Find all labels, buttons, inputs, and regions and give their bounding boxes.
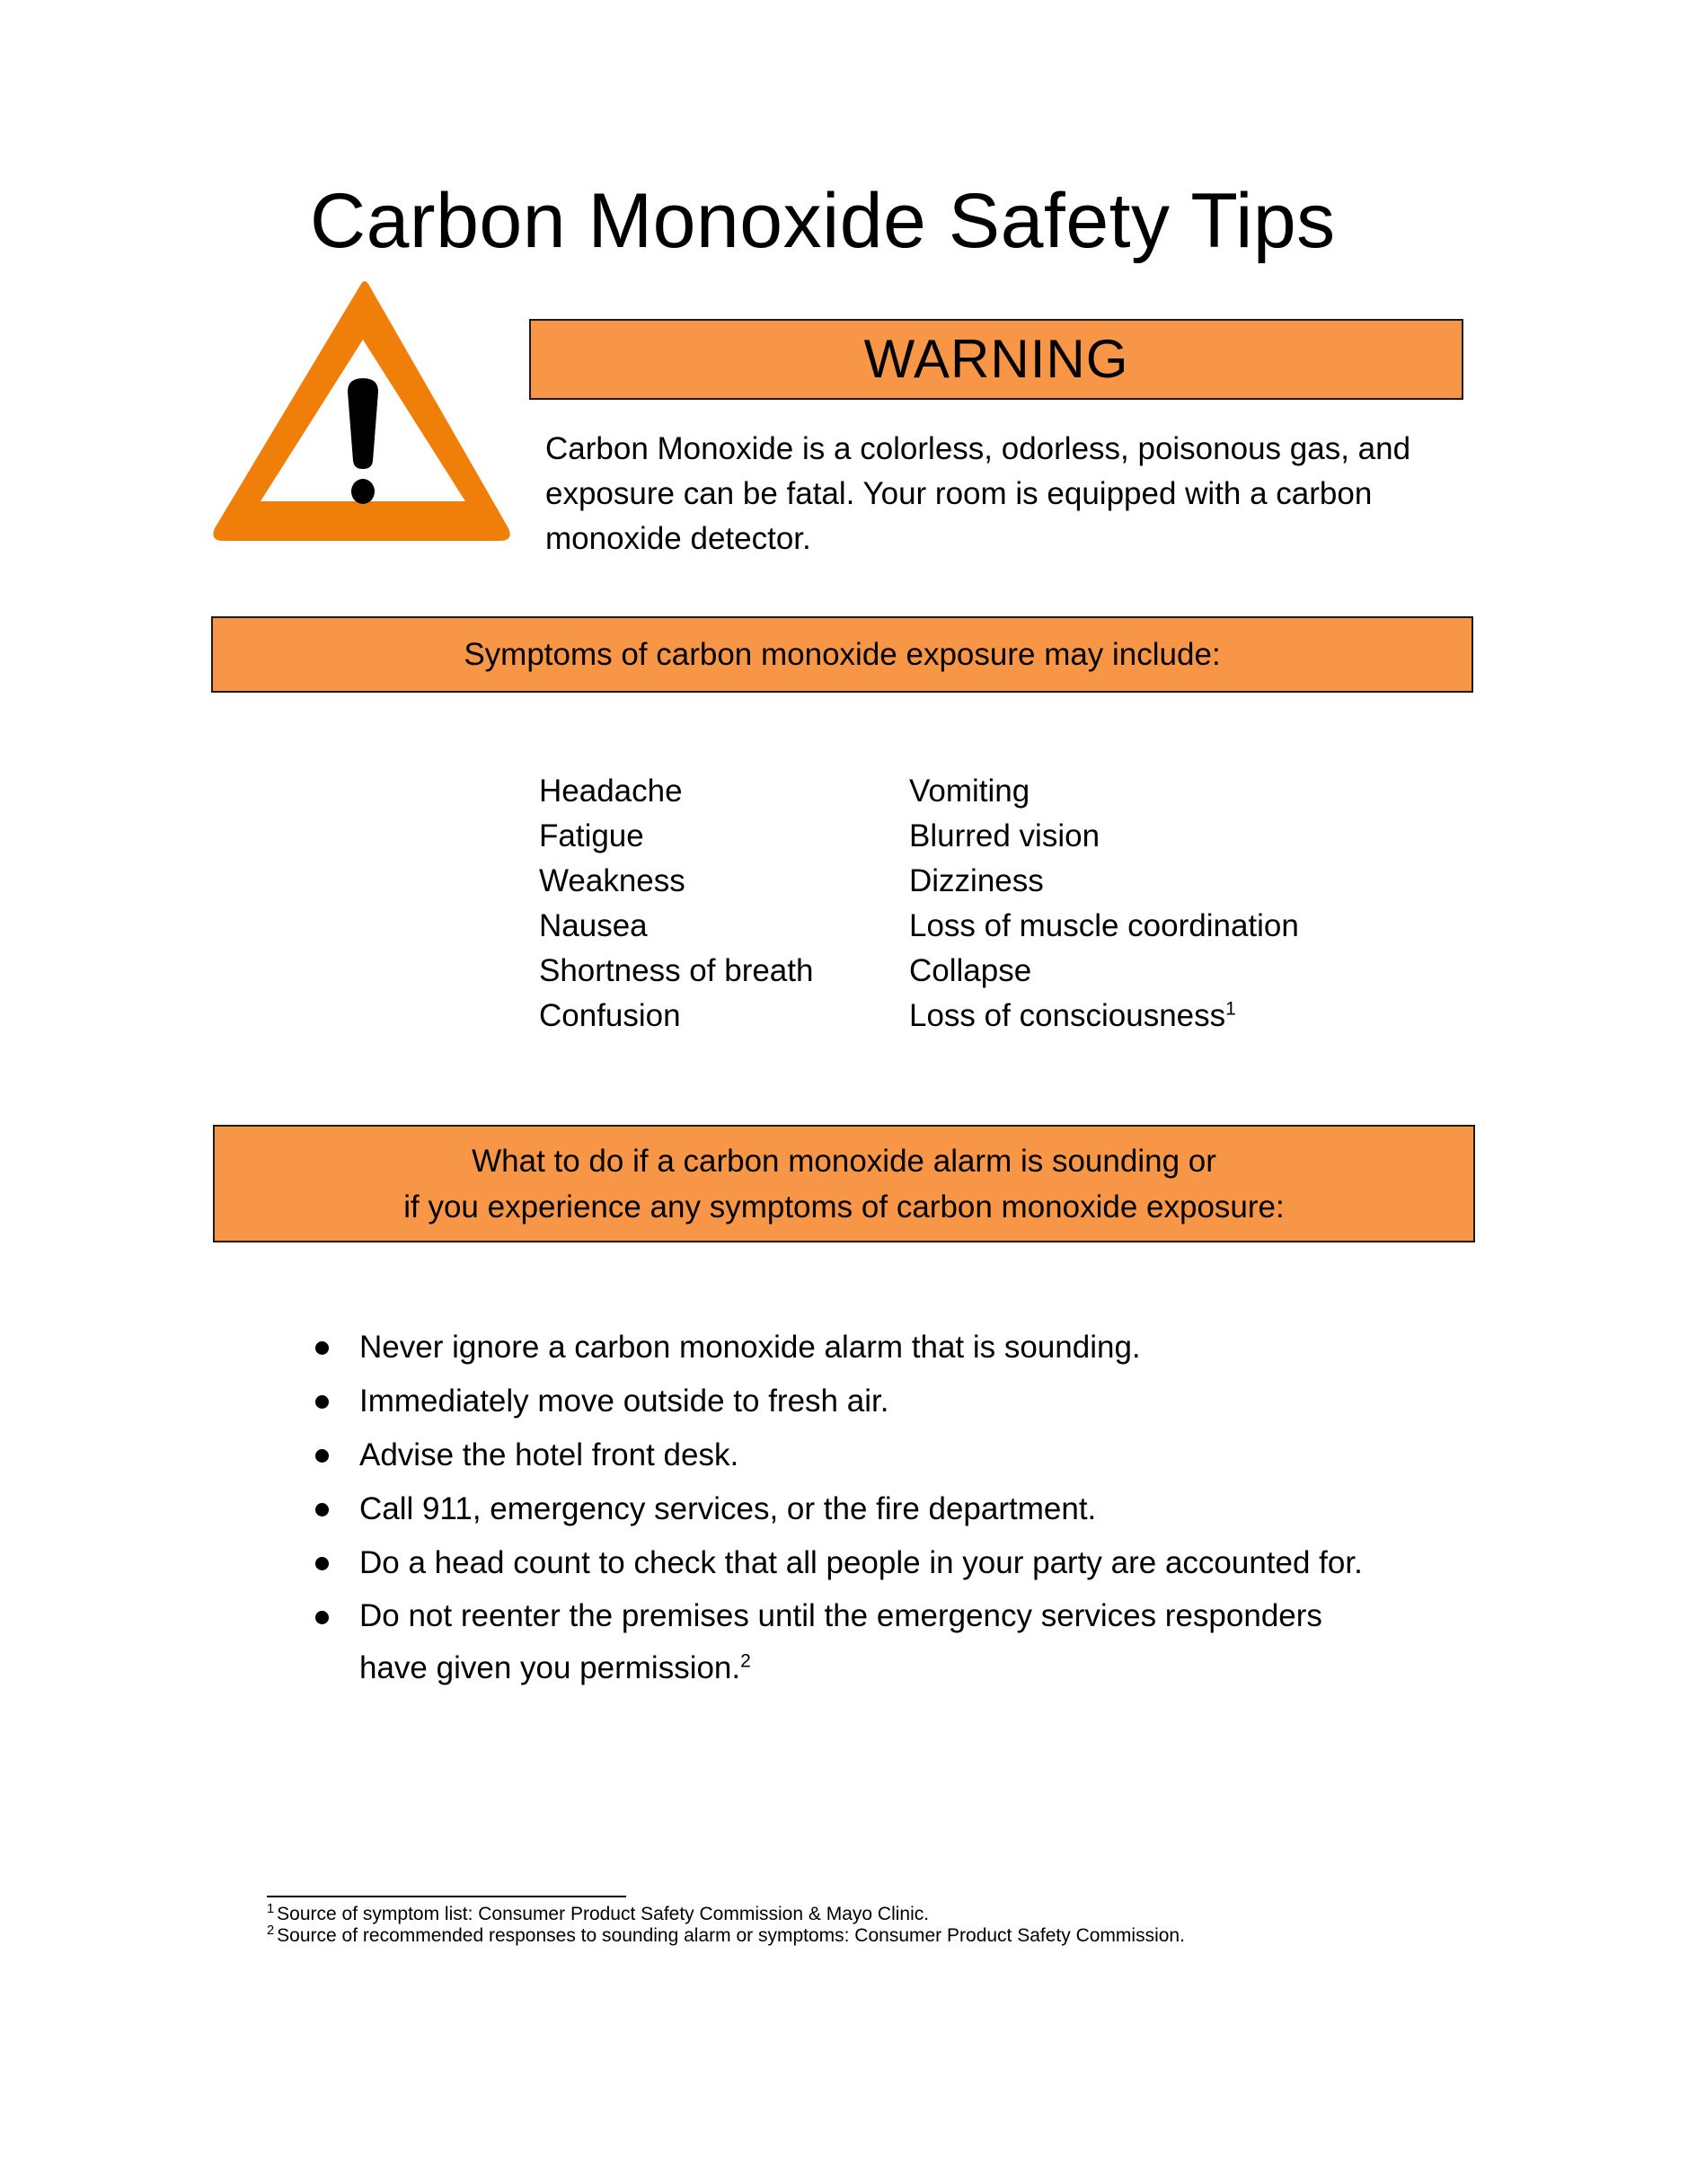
symptom-item: Nausea [539, 908, 648, 943]
symptom-item-last [909, 994, 1299, 1039]
symptom-item: Loss of muscle coordination [909, 908, 1299, 943]
footnote-text: Source of symptom list: Consumer Product Safety Commission & Mayo Clinic. [277, 1904, 930, 1924]
footnote-ref-2[interactable]: 2 [740, 1650, 751, 1672]
symptom-item: Headache [539, 774, 683, 809]
symptom-item: Loss of consciousness [909, 998, 1226, 1033]
symptoms-heading: Symptoms of carbon monoxide exposure may include: [464, 636, 1221, 672]
symptom-item: Vomiting [909, 774, 1030, 809]
footnote-number: 2 [267, 1923, 275, 1938]
symptom-item: Dizziness [909, 863, 1044, 898]
warning-description [545, 427, 1480, 561]
symptom-item: Fatigue [539, 818, 644, 853]
bullet-icon [315, 1449, 329, 1463]
action-item [305, 1428, 1509, 1482]
action-item [305, 1321, 1509, 1375]
action-item [305, 1536, 1509, 1590]
footnote-2 [267, 1925, 1185, 1947]
footnote-number: 1 [267, 1902, 275, 1916]
footnote-text: Source of recommended responses to sounding alarm or symptoms: Consumer Product Safety Commission. [277, 1925, 1185, 1946]
warning-triangle-icon [207, 277, 517, 548]
footnote-ref-1[interactable]: 1 [1225, 998, 1236, 1020]
bullet-icon [315, 1557, 329, 1570]
action-item [305, 1590, 1509, 1694]
exclamation-dot [351, 479, 375, 504]
actions-list [305, 1321, 1509, 1694]
symptom-item: Confusion [539, 998, 681, 1033]
action-text: Do not reenter the premises until the emergency services responders [359, 1598, 1322, 1633]
action-text: Do a head count to check that all people in your party are accounted for. [359, 1545, 1363, 1580]
warning-line: exposure can be fatal. Your room is equipped with a carbon [545, 476, 1373, 511]
action-text: Advise the hotel front desk. [359, 1437, 739, 1472]
symptom-item: Collapse [909, 953, 1032, 988]
footnote-separator [267, 1896, 626, 1897]
footnotes [267, 1904, 1185, 1947]
warning-line: monoxide detector. [545, 521, 811, 556]
warning-line: Carbon Monoxide is a colorless, odorless, poisonous gas, and [545, 431, 1411, 466]
bullet-icon [315, 1611, 329, 1624]
action-text: Never ignore a carbon monoxide alarm that is sounding. [359, 1330, 1141, 1365]
symptoms-right-column [909, 769, 1299, 1039]
action-text-continuation [359, 1642, 1509, 1694]
symptoms-left-column [539, 769, 813, 1039]
page-title: Carbon Monoxide Safety Tips [310, 178, 1336, 264]
action-item [305, 1482, 1509, 1536]
bullet-icon [315, 1395, 329, 1409]
symptom-item: Blurred vision [909, 818, 1100, 853]
actions-heading-line: What to do if a carbon monoxide alarm is sounding or [472, 1143, 1216, 1179]
symptom-item: Weakness [539, 863, 685, 898]
action-text: Call 911, emergency services, or the fire department. [359, 1491, 1097, 1526]
bullet-icon [315, 1341, 329, 1355]
action-text: have given you permission. [359, 1650, 741, 1685]
actions-heading-line: if you experience any symptoms of carbon monoxide exposure: [403, 1189, 1285, 1225]
warning-banner [529, 319, 1463, 400]
warning-heading: WARNING [863, 329, 1129, 389]
action-text: Immediately move outside to fresh air. [359, 1384, 889, 1419]
footnote-1 [267, 1904, 1185, 1925]
actions-banner [213, 1125, 1475, 1242]
bullet-icon [315, 1503, 329, 1516]
symptoms-banner [211, 616, 1473, 693]
symptom-item: Shortness of breath [539, 953, 814, 988]
action-item [305, 1375, 1509, 1428]
